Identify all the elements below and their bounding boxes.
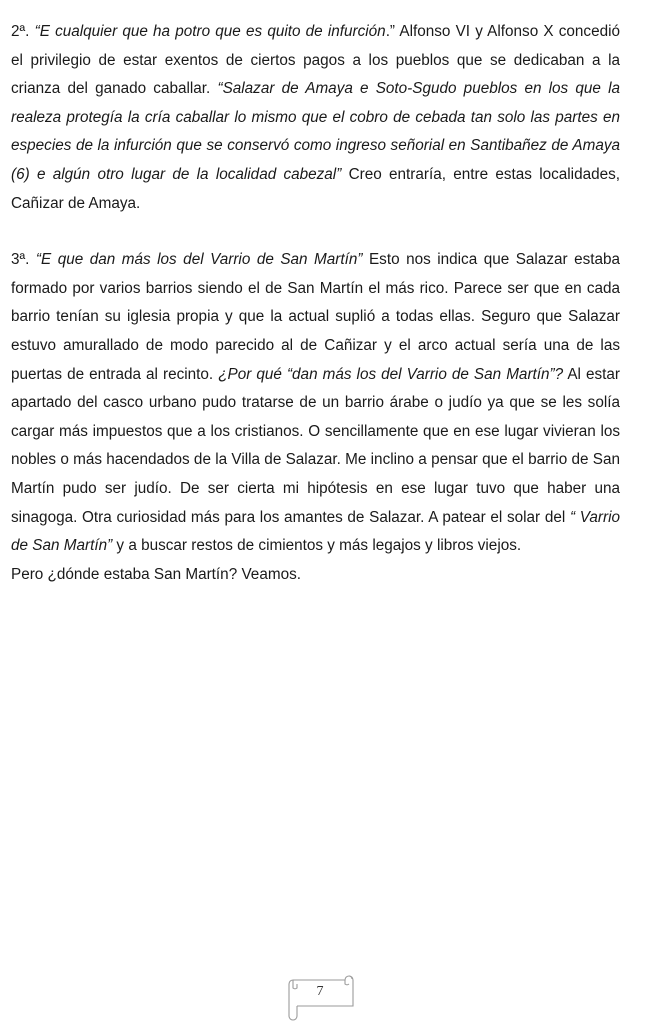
para3-seg-0: 3ª. — [11, 251, 36, 269]
page-number: 7 — [316, 984, 324, 999]
para2-seg-4: Creo entraría, entre estas localidades, Cañizar de Amaya. — [11, 165, 621, 212]
para2-seg-1: “E cualquier que ha potro que es quito de infurción — [34, 23, 386, 40]
para3-seg-3: ¿Por qué “dan más los del Varrio de San Martín”? — [218, 365, 564, 383]
document-body — [11, 18, 620, 589]
para2-seg-2: .” Alfonso VI y Alfonso X concedió el privilegio de estar exentos de ciertos pagos a los pueblos que se dedicaban a la crianza del ganado caballar. — [11, 23, 620, 98]
para3-seg-2: Esto nos indica que Salazar estaba formado por varios barrios siendo el de San Martín el más rico. Parece ser que en cada barrio tenían su iglesia propia y que la actual suplió a todas ellas. Seguro que Salazar estuvo amurallado de modo parecido al de Cañizar y el arco actual sería una de las puertas de entrada al recinto. — [11, 251, 620, 383]
para3-seg-6: y a buscar restos de cimientos y más legajos y libros viejos. — [112, 537, 522, 555]
para3-seg-5: “ Varrio de San Martín” — [11, 508, 620, 555]
paragraph-3 — [11, 246, 620, 561]
closing-line — [11, 561, 620, 590]
paragraph-2 — [11, 18, 620, 218]
para3-seg-1: “E que dan más los del Varrio de San Martín” — [35, 251, 363, 269]
para2-seg-3: “Salazar de Amaya e Soto-Sgudo pueblos en los que la realeza protegía la cría caballar lo mismo que el cobro de cebada tan solo las partes en especies de la infurción que se conservó como ingreso señorial en Santibañez de Amaya (6) e algún otro lugar de la localidad cabezal” — [11, 80, 620, 183]
closing-seg-0: Pero ¿dónde estaba San Martín? Veamos. — [11, 565, 301, 583]
para2-seg-0: 2ª. — [11, 23, 35, 40]
para3-seg-4: Al estar apartado del casco urbano pudo tratarse de un barrio árabe o judío ya que se les solía cargar más impuestos que a los cristianos. O sencillamente que en ese lugar vivieran los nobles o más hacendados de la Villa de Salazar. Me inclino a pensar que el barrio de San Martín pudo ser judío. De ser cierta mi hipótesis en ese lugar tuvo que haber una sinagoga. Otra curiosidad más para los amantes de Salazar. A patear el solar del — [11, 365, 621, 526]
page-number-scroll — [283, 966, 357, 1022]
